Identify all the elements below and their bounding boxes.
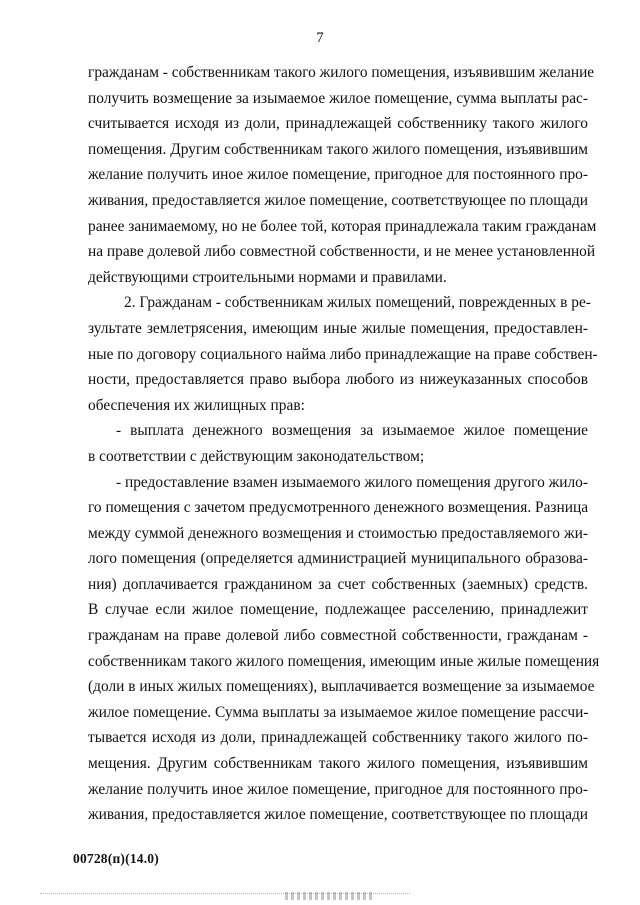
- text-line: желание получить иное жилое помещение, пригодное для постоянного про-: [88, 780, 588, 798]
- text-line: действующими строительными нормами и правилами.: [88, 268, 447, 286]
- text-line: собственникам такого жилого помещения, имеющим иные жилые помещения: [88, 652, 600, 670]
- text-line: гражданам - собственникам такого жилого помещения, изъявившим желание: [88, 64, 595, 81]
- text-line: на праве долевой либо совместной собственности, и не менее установленной: [88, 243, 596, 261]
- text-line: считывается исходя из доли, принадлежащей собственнику такого жилого: [88, 115, 588, 133]
- text-line: в соответствии с действующим законодательством;: [88, 447, 425, 465]
- text-line: помещения. Другим собственникам такого жилого помещения, изъявившим: [88, 140, 588, 158]
- text-line: лого помещения (определяется администрацией муниципального образова-: [88, 550, 588, 568]
- text-line: тывается исходя из доли, принадлежащей собственнику такого жилого по-: [88, 729, 588, 747]
- text-line: получить возмещение за изымаемое жилое помещение, сумма выплаты рас-: [88, 89, 588, 107]
- text-line: гражданам на праве долевой либо совместной собственности, гражданам -: [88, 627, 588, 645]
- text-line: жилое помещение. Сумма выплаты за изымаемое жилое помещение рассчи-: [88, 703, 589, 721]
- text-line: мещения. Другим собственникам такого жилого помещения, изъявившим: [88, 755, 588, 773]
- text-line: зультате землетрясения, имеющим иные жилые помещения, предоставлен-: [88, 319, 588, 337]
- text-line: ния) доплачивается гражданином за счет собственных (заемных) средств.: [88, 575, 588, 593]
- paragraph-2-start: 2. Гражданам - собственникам жилых помещений, поврежденных в ре-: [124, 294, 591, 312]
- list-item-payment: - выплата денежного возмещения за изымаемое жилое помещение: [116, 422, 588, 440]
- text-line: ные по договору социального найма либо принадлежащие на праве собствен-: [88, 345, 598, 363]
- document-code: 00728(п)(14.0): [73, 851, 159, 866]
- text-line: В случае если жилое помещение, подлежащее расселению, принадлежит: [88, 601, 588, 619]
- text-line: между суммой денежного возмещения и стоимостью предоставляемого жи-: [88, 524, 588, 542]
- text-line: ности, предоставляется право выбора любого из нижеуказанных способов: [88, 371, 588, 389]
- text-line: живания, предоставляется жилое помещение, соответствующее по площади: [88, 806, 589, 824]
- text-line: обеспечения их жилищных прав:: [88, 396, 305, 414]
- document-body: [88, 60, 600, 828]
- text-line: ранее занимаемому, но не более той, которая принадлежала таким гражданам: [88, 217, 597, 235]
- list-item-replacement: - предоставление взамен изымаемого жилого помещения другого жило-: [116, 473, 588, 491]
- text-line: живания, предоставляется жилое помещение, соответствующее по площади: [88, 191, 589, 209]
- text-line: желание получить иное жилое помещение, пригодное для постоянного про-: [88, 166, 588, 184]
- text-line: го помещения с зачетом предусмотренного денежного возмещения. Разница: [88, 499, 589, 517]
- page-number: 7: [316, 30, 324, 46]
- text-line: (доли в иных жилых помещениях), выплачивается возмещение за изымаемое: [88, 678, 595, 696]
- scan-stamp-artifact: [285, 892, 375, 900]
